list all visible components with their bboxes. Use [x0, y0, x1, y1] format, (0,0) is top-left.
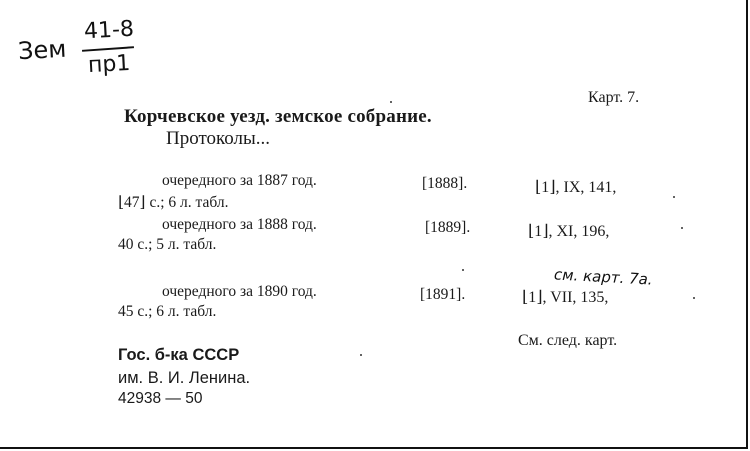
entry-3-year: [1891]. — [420, 286, 466, 303]
entry-2-title: очередного за 1888 год. — [162, 216, 317, 233]
card-print-number: 42938 — 50 — [118, 390, 203, 407]
library-named-after: им. В. И. Ленина. — [118, 369, 251, 387]
speck — [693, 297, 695, 299]
library-name: Гос. б-ка СССР — [118, 346, 240, 364]
entry-2-year: [1889]. — [425, 219, 471, 236]
handwritten-cross-reference: см. карт. 7а. — [553, 265, 654, 289]
entry-2-pages: 40 с.; 5 л. табл. — [118, 236, 217, 253]
entry-1-pages: ⌊47⌋ с.; 6 л. табл. — [118, 194, 229, 211]
entry-1-title: очередного за 1887 год. — [162, 172, 317, 189]
speck — [681, 227, 683, 229]
speck — [673, 196, 675, 198]
entry-3-pages: 45 с.; 6 л. табл. — [118, 303, 217, 320]
speck — [360, 354, 362, 356]
entry-3-title: очередного за 1890 год. — [162, 283, 317, 300]
shelfmark-prefix: Зем — [17, 34, 67, 66]
entry-heading: Корчевское уезд. земское собрание. — [124, 106, 432, 127]
see-next-card: См. след. карт. — [518, 332, 618, 349]
speck — [462, 269, 464, 271]
speck — [390, 101, 392, 103]
entry-1-volume: ⌊1⌋, IX, 141, — [535, 179, 617, 196]
entry-3-volume: ⌊1⌋, VII, 135, — [522, 289, 609, 306]
card-number: Карт. 7. — [588, 89, 640, 106]
entry-2-volume: ⌊1⌋, XI, 196, — [528, 223, 610, 240]
shelfmark-numerator: 41-8 — [83, 16, 135, 45]
entry-subtitle: Протоколы... — [166, 128, 271, 149]
shelfmark-denominator: пр1 — [87, 50, 131, 79]
entry-1-year: [1888]. — [422, 175, 468, 192]
